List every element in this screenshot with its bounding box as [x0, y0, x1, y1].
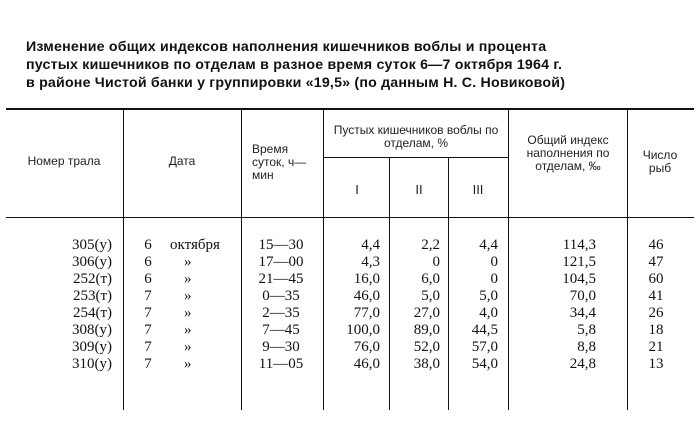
cell-fish: 46 — [648, 237, 664, 253]
col-divider-3 — [323, 110, 324, 410]
cell-section-1: 46,0 — [353, 288, 380, 304]
col-divider-4 — [389, 158, 390, 410]
cell-month: » — [184, 305, 192, 321]
col-divider-1 — [123, 110, 124, 410]
cell-day: 7 — [144, 339, 152, 355]
cell-month: » — [184, 288, 192, 304]
cell-fish: 13 — [648, 356, 664, 372]
cell-day: 6 — [144, 254, 152, 270]
cell-section-1: 46,0 — [353, 356, 380, 372]
cell-section-1: 100,0 — [346, 322, 380, 338]
cell-section-2: 89,0 — [413, 322, 440, 338]
cell-section-2: 6,0 — [421, 271, 440, 287]
cell-time: 15—30 — [258, 237, 304, 253]
cell-section-2: 2,2 — [421, 237, 440, 253]
caption-line-3: в районе Чистой банки у группировки «19,5» (по данным Н. С. Новиковой) — [26, 75, 566, 91]
cell-fish: 26 — [648, 305, 664, 321]
cell-section-3: 54,0 — [471, 356, 498, 372]
cell-time: 9—30 — [262, 339, 300, 355]
cell-fish: 21 — [648, 339, 664, 355]
cell-section-2: 0 — [432, 254, 440, 270]
cell-section-2: 27,0 — [413, 305, 440, 321]
cell-section-3: 44,5 — [471, 322, 498, 338]
cell-day: 7 — [144, 305, 152, 321]
header-section-2: II — [415, 182, 423, 197]
cell-fish: 41 — [648, 288, 664, 304]
cell-index: 121,5 — [562, 254, 596, 270]
cell-section-1: 76,0 — [353, 339, 380, 355]
cell-month: » — [184, 339, 192, 355]
cell-section-2: 52,0 — [413, 339, 440, 355]
cell-index: 24,8 — [569, 356, 596, 372]
cell-index: 70,0 — [569, 288, 596, 304]
cell-trawl: 253(т) — [72, 288, 112, 304]
cell-section-2: 5,0 — [421, 288, 440, 304]
header-section-1: I — [355, 182, 359, 197]
header-trawl: Номер трала — [27, 154, 101, 168]
header-index: Общий индекс наполнения по отделам, ‰ — [526, 133, 610, 173]
cell-section-1: 16,0 — [353, 271, 380, 287]
cell-time: 21—45 — [258, 271, 304, 287]
cell-trawl: 252(т) — [72, 271, 112, 287]
table-top-rule — [6, 108, 694, 110]
cell-index: 114,3 — [562, 237, 596, 253]
cell-section-1: 4,3 — [361, 254, 380, 270]
cell-section-2: 38,0 — [413, 356, 440, 372]
col-divider-5 — [448, 158, 449, 410]
cell-month: » — [184, 254, 192, 270]
cell-section-3: 57,0 — [471, 339, 498, 355]
cell-day: 7 — [144, 322, 152, 338]
cell-section-3: 4,0 — [479, 305, 498, 321]
cell-section-1: 4,4 — [361, 237, 380, 253]
caption-line-2: пустых кишечников по отделам в разное время суток 6—7 октября 1964 г. — [26, 57, 563, 73]
cell-day: 6 — [144, 271, 152, 287]
cell-trawl: 308(у) — [72, 322, 112, 338]
cell-time: 2—35 — [262, 305, 300, 321]
cell-section-1: 77,0 — [353, 305, 380, 321]
cell-section-3: 0 — [490, 271, 498, 287]
cell-time: 11—05 — [258, 356, 304, 372]
header-date: Дата — [168, 154, 196, 168]
cell-section-3: 0 — [490, 254, 498, 270]
col-divider-6 — [508, 110, 509, 410]
table-caption — [26, 38, 690, 92]
cell-index: 5,8 — [577, 322, 596, 338]
cell-trawl: 309(у) — [72, 339, 112, 355]
cell-month: » — [184, 322, 192, 338]
cell-month: » — [184, 356, 192, 372]
cell-fish: 18 — [648, 322, 664, 338]
cell-month: » — [184, 271, 192, 287]
cell-time: 0—35 — [262, 288, 300, 304]
cell-time: 17—00 — [258, 254, 304, 270]
header-section-3: III — [472, 182, 484, 197]
cell-index: 8,8 — [577, 339, 596, 355]
cell-day: 7 — [144, 288, 152, 304]
cell-index: 104,5 — [562, 271, 596, 287]
cell-fish: 47 — [648, 254, 664, 270]
cell-trawl: 306(у) — [72, 254, 112, 270]
header-time: Время суток, ч—мин — [252, 142, 307, 182]
cell-trawl: 254(т) — [72, 305, 112, 321]
cell-section-3: 5,0 — [479, 288, 498, 304]
cell-time: 7—45 — [262, 322, 300, 338]
cell-day: 7 — [144, 356, 152, 372]
cell-index: 34,4 — [569, 305, 596, 321]
caption-line-1: Изменение общих индексов наполнения кишечников воблы и процента — [26, 39, 547, 55]
cell-fish: 60 — [648, 271, 664, 287]
cell-trawl: 310(у) — [72, 356, 112, 372]
empty-group-rule — [324, 157, 508, 158]
header-empty-group: Пустых кишечников воблы по отделам, % — [333, 123, 499, 150]
cell-section-3: 4,4 — [479, 237, 498, 253]
cell-day: 6 — [144, 237, 152, 253]
col-divider-7 — [627, 110, 628, 410]
header-fish: Число рыб — [642, 148, 678, 175]
cell-trawl: 305(у) — [72, 237, 112, 253]
cell-month: октября — [170, 237, 220, 253]
header-bottom-rule — [6, 217, 694, 218]
